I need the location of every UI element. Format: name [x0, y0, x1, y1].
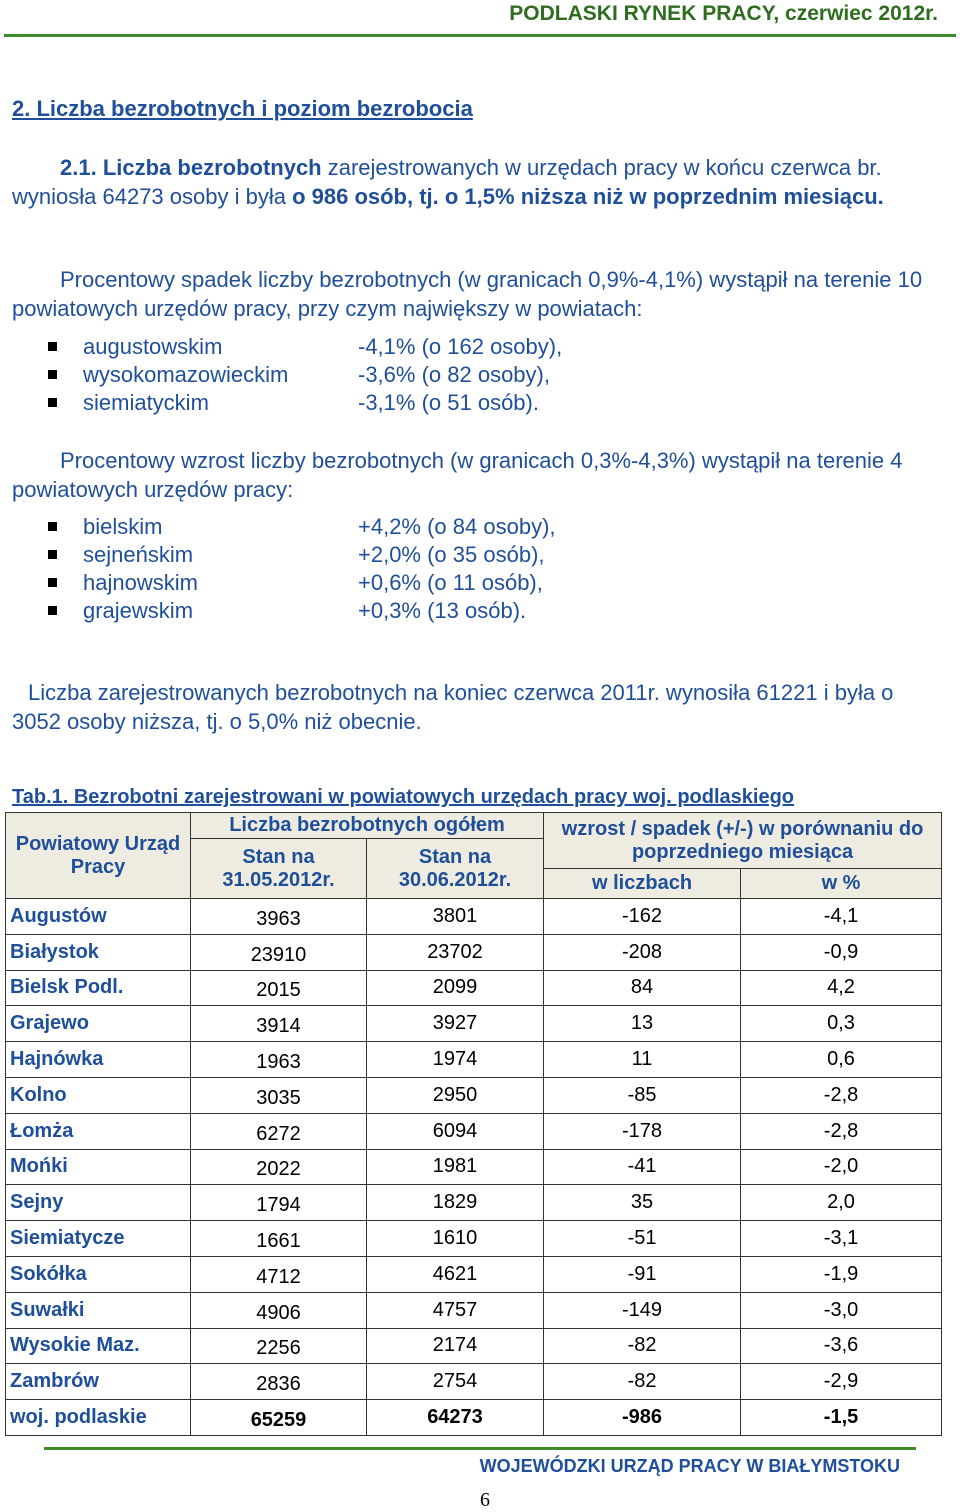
- cell-pct: -2,8: [741, 1077, 942, 1113]
- header-total: Liczba bezrobotnych ogółem: [191, 813, 544, 839]
- list-item-value: -3,1% (o 51 osób).: [358, 390, 539, 415]
- cell-diff: -51: [544, 1221, 741, 1257]
- table-row: [6, 1221, 942, 1257]
- cell-diff: -208: [544, 934, 741, 970]
- cell-pct: -3,6: [741, 1328, 942, 1364]
- cell-may: 4712: [191, 1256, 367, 1292]
- page-number: 6: [480, 1489, 490, 1511]
- header-title: PODLASKI RYNEK PRACY, czerwiec 2012r.: [509, 2, 938, 25]
- cell-city: Wysokie Maz.: [6, 1328, 191, 1364]
- header-pct: w %: [741, 869, 942, 899]
- p2-text: Procentowy spadek liczby bezrobotnych (w granicach 0,9%-4,1%) wystąpił na terenie 10 powiatowych urzędów pracy, przy czym największy w powiatach:: [12, 267, 923, 321]
- cell-may: 65259: [191, 1400, 367, 1436]
- table-row: [6, 1113, 942, 1149]
- table-row: [6, 1364, 942, 1400]
- cell-may: 1661: [191, 1221, 367, 1257]
- cell-june: 1974: [367, 1042, 544, 1078]
- p1-bold-2: o 986 osób, tj. o 1,5% niższa niż w poprzednim miesiącu.: [292, 184, 884, 209]
- cell-pct: -4,1: [741, 899, 942, 935]
- cell-june: 1981: [367, 1149, 544, 1185]
- table-total-row: [6, 1400, 942, 1436]
- p3-text: Procentowy wzrost liczby bezrobotnych (w granicach 0,3%-4,3%) wystąpił na terenie 4 powiatowych urzędów pracy:: [12, 448, 903, 502]
- table-row: [6, 1185, 942, 1221]
- header-may: Stan na 31.05.2012r.: [191, 839, 367, 899]
- cell-diff: 11: [544, 1042, 741, 1078]
- page-header: [0, 0, 960, 38]
- cell-city: Mońki: [6, 1149, 191, 1185]
- cell-diff: -149: [544, 1292, 741, 1328]
- cell-may: 2015: [191, 970, 367, 1006]
- header-divider: [4, 34, 956, 37]
- cell-may: 23910: [191, 934, 367, 970]
- paragraph-decrease: [12, 265, 938, 323]
- cell-may: 2836: [191, 1364, 367, 1400]
- list-item-value: +0,3% (13 osób).: [358, 598, 527, 623]
- bullet-square-icon: [48, 550, 57, 559]
- cell-pct: -0,9: [741, 934, 942, 970]
- cell-pct: -2,8: [741, 1113, 942, 1149]
- cell-june: 2099: [367, 970, 544, 1006]
- p1-number: 2.1.: [60, 155, 97, 180]
- p4-text: Liczba zarejestrowanych bezrobotnych na koniec czerwca 2011r. wynosiła 61221 i była o 3052 osoby niższa, tj. o 5,0% niż obecnie.: [12, 680, 894, 734]
- cell-diff: -162: [544, 899, 741, 935]
- header-june: Stan na 30.06.2012r.: [367, 839, 544, 899]
- list-item-name: bielskim: [83, 514, 163, 539]
- cell-diff: -178: [544, 1113, 741, 1149]
- cell-may: 3963: [191, 899, 367, 935]
- table-row: [6, 1292, 942, 1328]
- cell-city: Sejny: [6, 1185, 191, 1221]
- table-row: [6, 970, 942, 1006]
- cell-june: 3927: [367, 1006, 544, 1042]
- cell-pct: -1,5: [741, 1400, 942, 1436]
- cell-june: 2174: [367, 1328, 544, 1364]
- cell-june: 4621: [367, 1256, 544, 1292]
- cell-city: Sokółka: [6, 1256, 191, 1292]
- cell-diff: 13: [544, 1006, 741, 1042]
- list-item-name: sejneńskim: [83, 542, 194, 567]
- cell-pct: -3,1: [741, 1221, 942, 1257]
- cell-diff: -91: [544, 1256, 741, 1292]
- cell-may: 1963: [191, 1042, 367, 1078]
- cell-diff: -82: [544, 1328, 741, 1364]
- cell-pct: -2,9: [741, 1364, 942, 1400]
- footer-divider: [44, 1447, 916, 1450]
- table-caption: Tab.1. Bezrobotni zarejestrowani w powiatowych urzędach pracy woj. podlaskiego: [12, 786, 795, 808]
- cell-city: Bielsk Podl.: [6, 970, 191, 1006]
- cell-city: Augustów: [6, 899, 191, 935]
- list-item-value: +4,2% (o 84 osoby),: [358, 514, 556, 539]
- cell-city: Grajewo: [6, 1006, 191, 1042]
- cell-june: 3801: [367, 899, 544, 935]
- cell-city: woj. podlaskie: [6, 1400, 191, 1436]
- paragraph-increase: [12, 446, 938, 504]
- cell-diff: -85: [544, 1077, 741, 1113]
- cell-diff: 84: [544, 970, 741, 1006]
- header-office: Powiatowy Urząd Pracy: [6, 813, 191, 899]
- cell-may: 4906: [191, 1292, 367, 1328]
- cell-pct: 0,3: [741, 1006, 942, 1042]
- list-item-name: augustowskim: [83, 334, 223, 359]
- list-item-value: -4,1% (o 162 osoby),: [358, 334, 563, 359]
- cell-pct: 2,0: [741, 1185, 942, 1221]
- table-row: [6, 1256, 942, 1292]
- cell-diff: -82: [544, 1364, 741, 1400]
- cell-pct: -1,9: [741, 1256, 942, 1292]
- cell-may: 2022: [191, 1149, 367, 1185]
- cell-may: 2256: [191, 1328, 367, 1364]
- list-item-value: +2,0% (o 35 osób),: [358, 542, 545, 567]
- cell-city: Siemiatycze: [6, 1221, 191, 1257]
- cell-pct: -2,0: [741, 1149, 942, 1185]
- paragraph-summary: [12, 153, 938, 211]
- cell-june: 6094: [367, 1113, 544, 1149]
- list-item-name: hajnowskim: [83, 570, 198, 595]
- bullet-square-icon: [48, 522, 57, 531]
- cell-city: Hajnówka: [6, 1042, 191, 1078]
- cell-diff: -41: [544, 1149, 741, 1185]
- cell-city: Łomża: [6, 1113, 191, 1149]
- cell-may: 3914: [191, 1006, 367, 1042]
- header-change: wzrost / spadek (+/-) w porównaniu do poprzedniego miesiąca: [544, 813, 942, 869]
- cell-june: 2950: [367, 1077, 544, 1113]
- p1-text-1: zarejestrowanych w urzędach pracy w końcu czerwca br. wyniosła 64273 osoby i była: [12, 155, 882, 209]
- cell-may: 3035: [191, 1077, 367, 1113]
- list-item-value: +0,6% (o 11 osób),: [358, 570, 543, 595]
- list-item-value: -3,6% (o 82 osoby),: [358, 362, 550, 387]
- cell-diff: 35: [544, 1185, 741, 1221]
- table-row: [6, 1077, 942, 1113]
- cell-diff: -986: [544, 1400, 741, 1436]
- p1-bold-1: Liczba bezrobotnych: [102, 155, 322, 180]
- table-row: [6, 1006, 942, 1042]
- cell-june: 2754: [367, 1364, 544, 1400]
- bullet-square-icon: [48, 578, 57, 587]
- bullet-square-icon: [48, 342, 57, 351]
- paragraph-year-comparison: [12, 678, 938, 736]
- table-row: [6, 899, 942, 935]
- cell-city: Suwałki: [6, 1292, 191, 1328]
- cell-june: 1610: [367, 1221, 544, 1257]
- table-row: [6, 1042, 942, 1078]
- cell-june: 64273: [367, 1400, 544, 1436]
- section-title: 2. Liczba bezrobotnych i poziom bezrobocia: [12, 96, 473, 121]
- cell-june: 4757: [367, 1292, 544, 1328]
- bullet-square-icon: [48, 370, 57, 379]
- bullet-square-icon: [48, 606, 57, 615]
- cell-may: 1794: [191, 1185, 367, 1221]
- cell-june: 23702: [367, 934, 544, 970]
- table-row: [6, 934, 942, 970]
- cell-city: Białystok: [6, 934, 191, 970]
- list-item-name: siemiatyckim: [83, 390, 209, 415]
- bullet-square-icon: [48, 398, 57, 407]
- cell-pct: 0,6: [741, 1042, 942, 1078]
- cell-pct: -3,0: [741, 1292, 942, 1328]
- cell-may: 6272: [191, 1113, 367, 1149]
- cell-pct: 4,2: [741, 970, 942, 1006]
- cell-june: 1829: [367, 1185, 544, 1221]
- footer-org: WOJEWÓDZKI URZĄD PRACY W BIAŁYMSTOKU: [479, 1456, 900, 1476]
- table-row: [6, 1328, 942, 1364]
- unemployment-table: [5, 812, 942, 1436]
- cell-city: Kolno: [6, 1077, 191, 1113]
- cell-city: Zambrów: [6, 1364, 191, 1400]
- header-abs: w liczbach: [544, 869, 741, 899]
- table-row: [6, 1149, 942, 1185]
- list-item-name: grajewskim: [83, 598, 194, 623]
- list-item-name: wysokomazowieckim: [83, 362, 289, 387]
